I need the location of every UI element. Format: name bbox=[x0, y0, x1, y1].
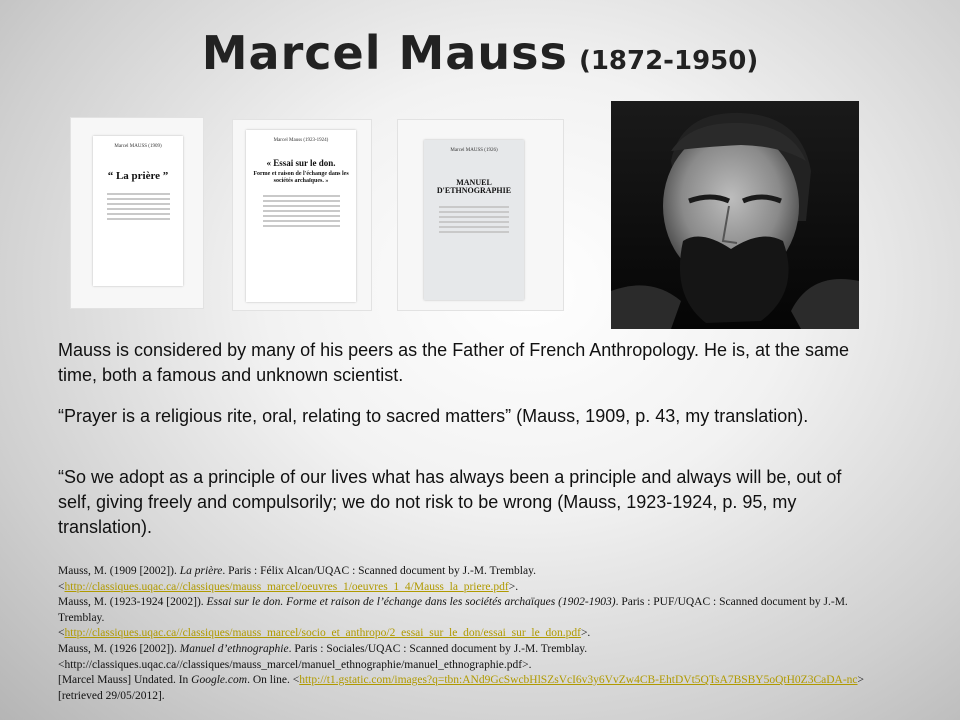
ref-title: La prière bbox=[179, 565, 223, 577]
reference-la-priere bbox=[58, 564, 888, 595]
references bbox=[58, 564, 888, 704]
quote-prayer: “Prayer is a religious rite, oral, relating to sacred matters” (Mauss, 1909, p. 43, my translation). bbox=[58, 406, 809, 426]
cover-title: “ La prière ” bbox=[107, 170, 169, 182]
ref-text: Mauss, M. (1909 [2002]). bbox=[58, 565, 180, 577]
book-cover-essai-sur-le-don bbox=[233, 120, 371, 310]
cover-author: Marcel MAUSS (1926) bbox=[450, 148, 498, 153]
book-cover-la-priere bbox=[71, 118, 203, 308]
ref-link-google-image[interactable]: http://t1.gstatic.com/images?q=tbn:ANd9GcSwcbHlSZsVcI6v3y6VvZw4CB-EhtDVt5QTsA7BSBY5oQtH0Z3CaDA-nc bbox=[299, 674, 858, 687]
cover-page bbox=[424, 140, 524, 300]
ref-bracket: < bbox=[58, 627, 65, 640]
cover-text-lines bbox=[439, 206, 509, 233]
intro-paragraph: Mauss is considered by many of his peers as the Father of French Anthropology. He is, at the same time, both a famous and unknown scientist. bbox=[58, 340, 850, 385]
ref-link-essai-sur-le-don[interactable]: http://classiques.uqac.ca//classiques/mauss_marcel/socio_et_anthropo/2_essai_sur_le_don/essai_sur_le_don.pdf bbox=[64, 627, 581, 640]
ref-text: Mauss, M. (1923-1924 [2002]). bbox=[58, 596, 207, 609]
ref-bracket: < bbox=[58, 580, 65, 593]
ref-title: Manuel d’ethnographie bbox=[179, 642, 289, 655]
cover-author: Marcel MAUSS (1909) bbox=[114, 144, 162, 149]
ref-text: . On line. < bbox=[247, 674, 300, 687]
ref-title: Google.com bbox=[191, 674, 248, 687]
reference-google-image bbox=[58, 673, 888, 704]
cover-title: MANUEL D'ETHNOGRAPHIE bbox=[436, 178, 512, 196]
cover-page bbox=[93, 136, 183, 286]
quote-gift: “So we adopt as a principle of our lives what has always been a principle and always will be, out of self, giving freely and compulsorily; we do not risk to be wrong (Mauss, 1923-1924, p. 95, my translation). bbox=[58, 467, 842, 537]
reference-manuel-ethnographie bbox=[58, 642, 888, 673]
ref-url-text: <http://classiques.uqac.ca//classiques/mauss_marcel/manuel_ethnographie/manuel_ethnographie.pdf>. bbox=[58, 658, 532, 671]
ref-text: . Paris : PUF/UQAC : Scanned document by J.-M. Tremblay. bbox=[58, 596, 848, 624]
ref-text: . Paris : Félix Alcan/UQAC : Scanned document by J.-M. Tremblay. bbox=[222, 565, 536, 577]
cover-subtitle: Forme et raison de l'échange dans les sociétés archaïques. » bbox=[253, 171, 349, 185]
ref-bracket: >. bbox=[508, 580, 519, 593]
cover-title: « Essai sur le don. bbox=[266, 158, 336, 168]
cover-author: Marcel Mauss (1923-1924) bbox=[273, 138, 329, 143]
cover-page bbox=[246, 130, 356, 302]
title-name: Marcel Mauss bbox=[201, 26, 568, 80]
ref-bracket: >. bbox=[580, 627, 591, 640]
cover-text-lines bbox=[263, 195, 340, 227]
title-years: (1872-1950) bbox=[578, 46, 759, 76]
ref-text: Mauss, M. (1926 [2002]). bbox=[58, 642, 180, 655]
portrait-image bbox=[611, 101, 859, 329]
reference-essai-sur-le-don bbox=[58, 595, 888, 642]
cover-text-lines bbox=[107, 193, 170, 220]
book-cover-manuel-ethnographie bbox=[398, 120, 563, 310]
ref-text: . Paris : Sociales/UQAC : Scanned document by J.-M. Tremblay. bbox=[288, 642, 588, 655]
slide-title bbox=[0, 26, 960, 80]
ref-link-la-priere[interactable]: http://classiques.uqac.ca//classiques/mauss_marcel/oeuvres_1/oeuvres_1_4/Mauss_la_priere.pdf bbox=[64, 580, 509, 593]
portrait-photo bbox=[611, 101, 859, 329]
ref-text: [Marcel Mauss] Undated. In bbox=[58, 674, 192, 687]
ref-title: Essai sur le don. Forme et raison de l’échange dans les sociétés archaïques (1902-1903) bbox=[206, 596, 616, 609]
ref-bracket: > [retrieved 29/05/2012]. bbox=[58, 674, 865, 702]
